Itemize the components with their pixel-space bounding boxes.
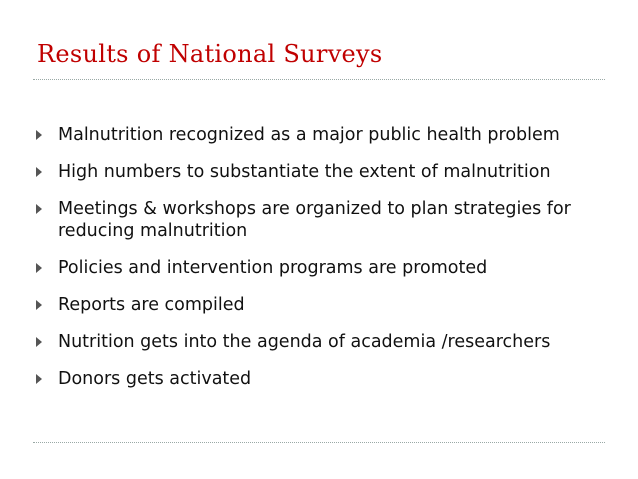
footer-divider	[33, 442, 605, 443]
bullet-text: Nutrition gets into the agenda of academia /researchers	[58, 332, 551, 352]
bullet-list	[36, 124, 606, 405]
bullet-text: Meetings & workshops are organized to plan strategies for reducing malnutrition	[58, 199, 571, 241]
triangle-right-icon	[36, 263, 42, 273]
bullet-text: Reports are compiled	[58, 295, 245, 315]
bullet-item	[36, 124, 606, 146]
slide-title: Results of National Surveys	[37, 40, 383, 68]
triangle-right-icon	[36, 337, 42, 347]
triangle-right-icon	[36, 374, 42, 384]
triangle-right-icon	[36, 300, 42, 310]
title-divider	[33, 79, 605, 80]
bullet-text: Donors gets activated	[58, 369, 252, 389]
bullet-item	[36, 161, 606, 183]
triangle-right-icon	[36, 167, 42, 177]
triangle-right-icon	[36, 130, 42, 140]
bullet-text: High numbers to substantiate the extent of malnutrition	[58, 162, 551, 182]
bullet-item	[36, 294, 606, 316]
bullet-item	[36, 331, 606, 353]
bullet-item	[36, 257, 606, 279]
bullet-text: Policies and intervention programs are promoted	[58, 258, 488, 278]
bullet-item	[36, 368, 606, 390]
bullet-text: Malnutrition recognized as a major public health problem	[58, 125, 560, 145]
triangle-right-icon	[36, 204, 42, 214]
bullet-item	[36, 198, 606, 242]
